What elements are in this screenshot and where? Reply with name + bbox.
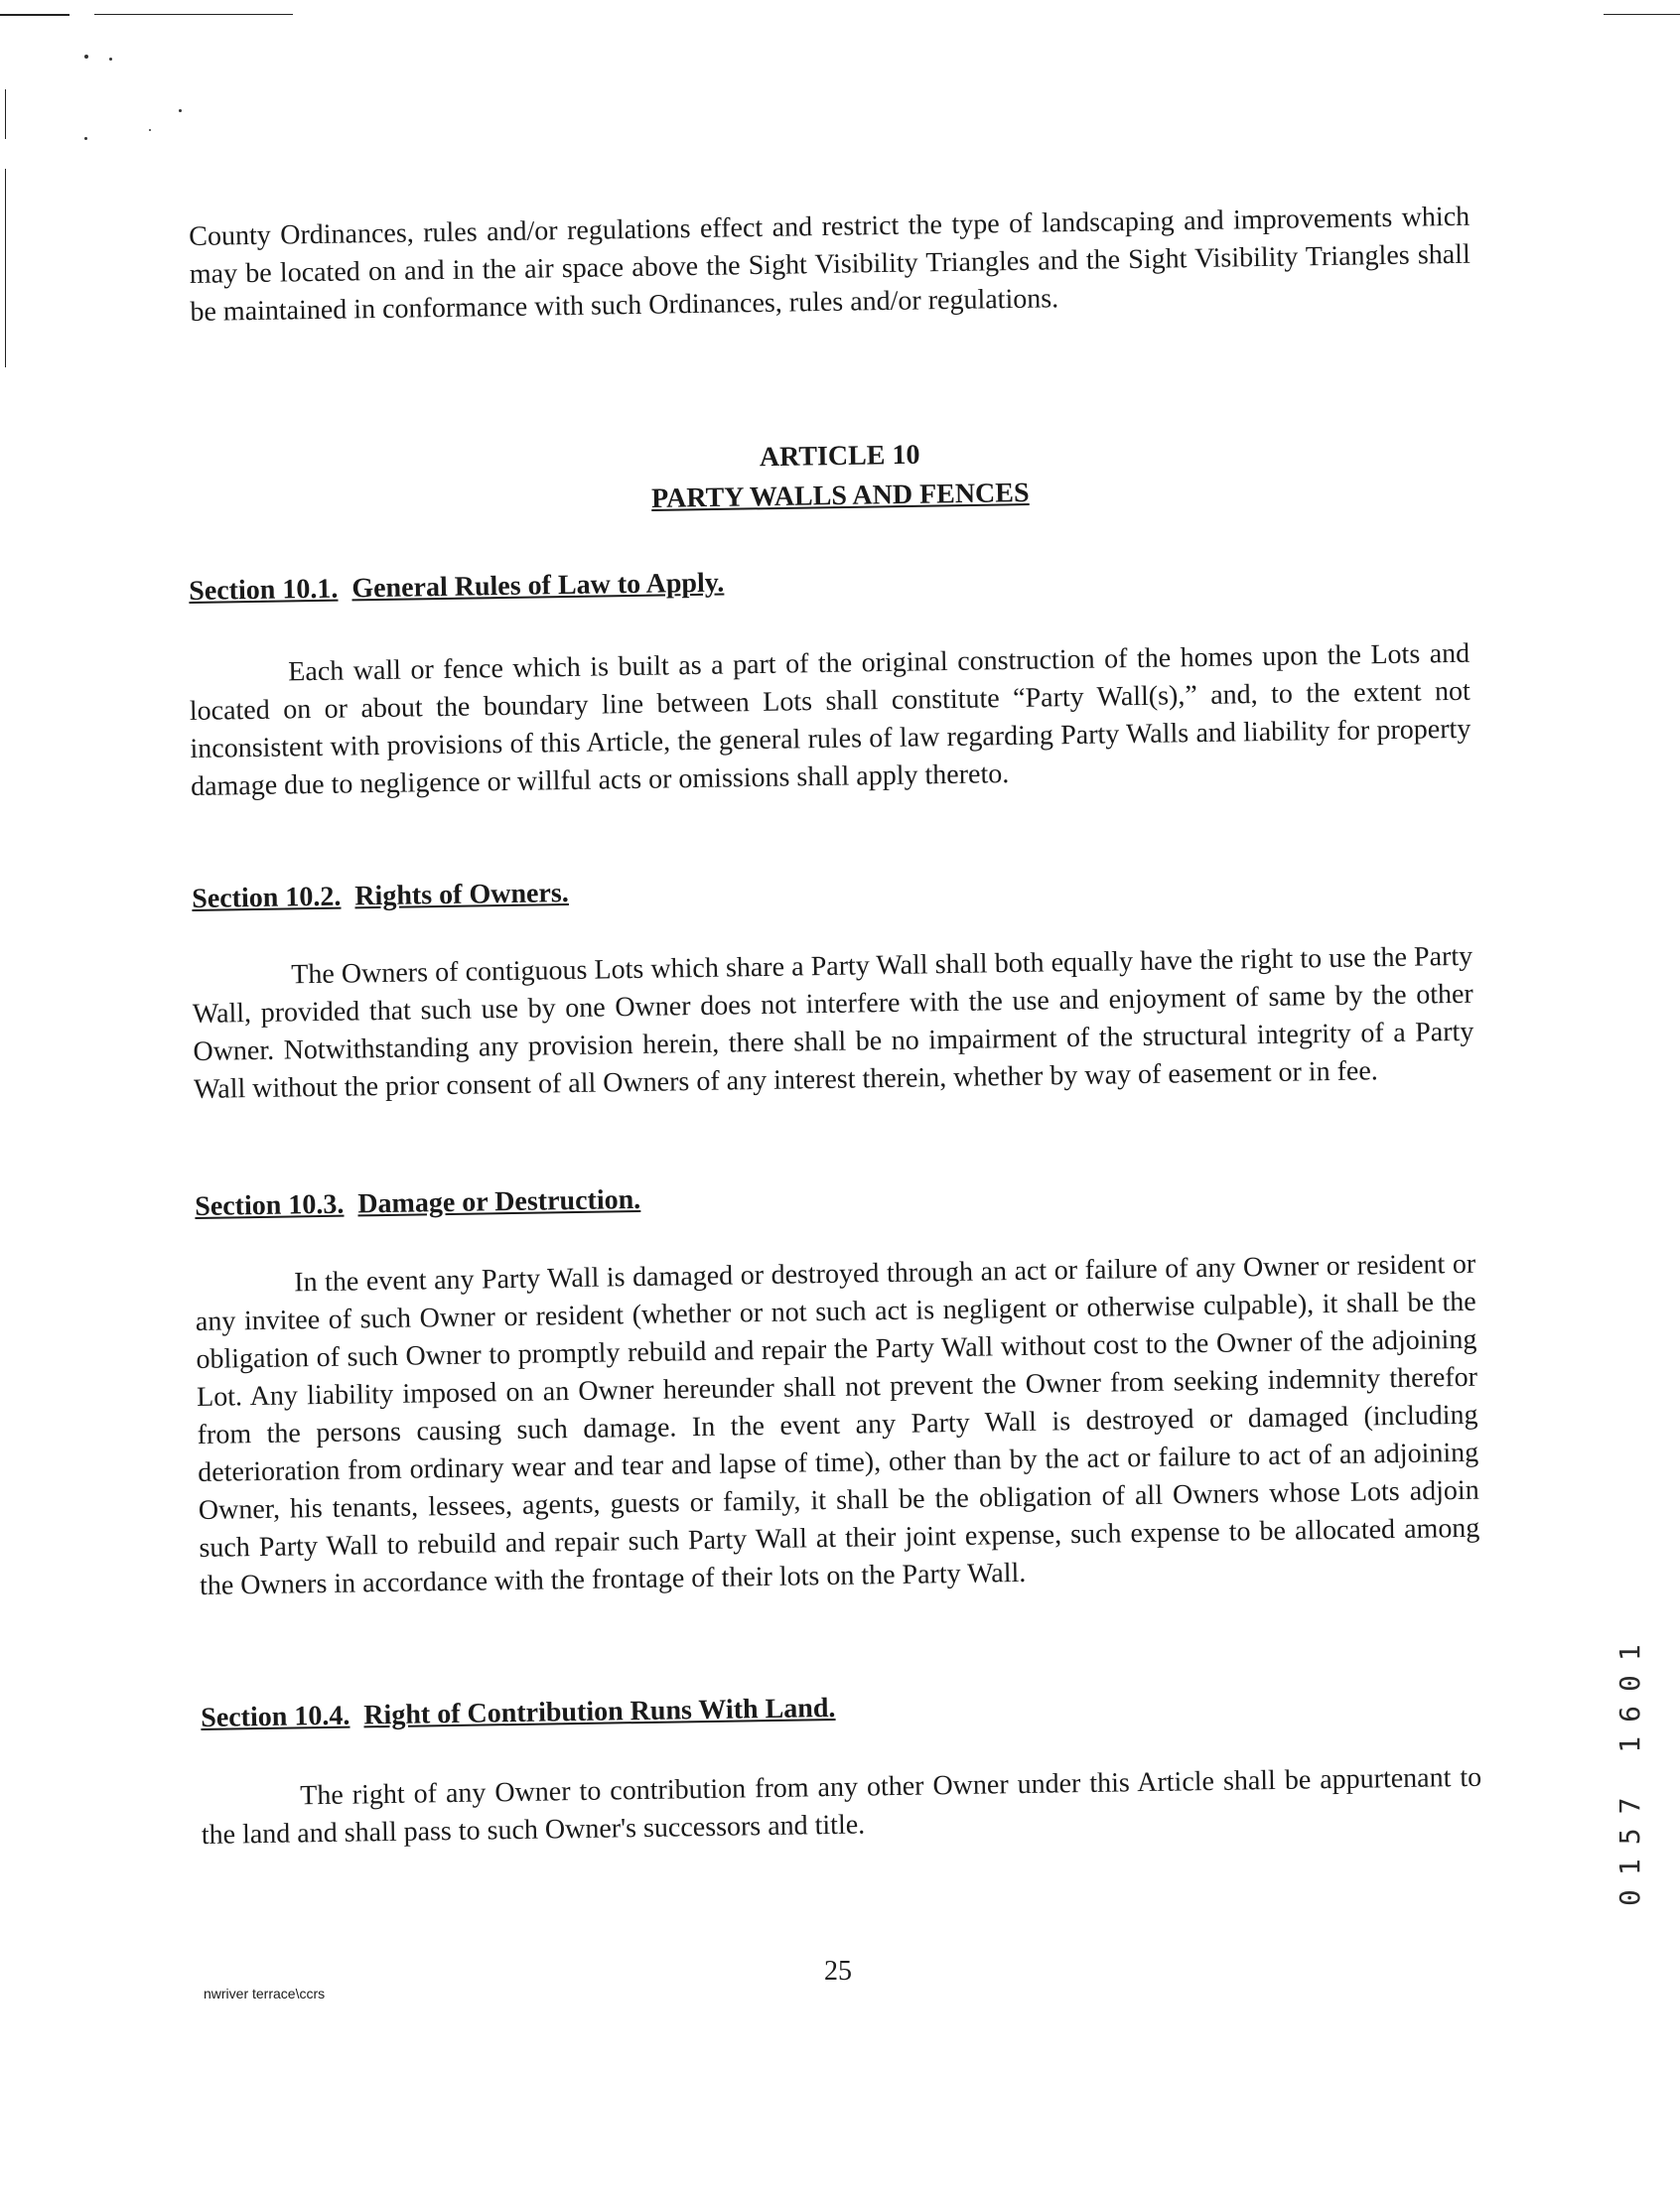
section-body: The right of any Owner to contribution from any other Owner under this Article shall be appurtenant to the land and shall pass to such Owner's successors and title. bbox=[201, 1761, 1482, 1851]
footer-file-path: nwriver terrace\ccrs bbox=[204, 1986, 326, 2001]
section-heading bbox=[201, 1693, 836, 1734]
scan-speck bbox=[149, 129, 151, 131]
section-number: Section 10.3. bbox=[195, 1188, 345, 1222]
article-heading bbox=[0, 424, 1680, 530]
section-title: Damage or Destruction. bbox=[357, 1183, 641, 1220]
section-number: Section 10.4. bbox=[201, 1700, 350, 1733]
scan-speck bbox=[84, 137, 87, 140]
section-body: In the event any Party Wall is damaged or destroyed through an act or failure of any Owner or resident or any invitee of such Owner or resident (whether or not such act is negligent or otherwise culpable), it shall be the obligation of such Owner to promptly rebuild and repair the Party Wall without cost to the Owner of the adjoining Lot. Any liability imposed on an Owner hereunder shall not prevent the Owner from seeking indemnity therefor from the persons causing such damage. In the event any Party Wall is destroyed or damaged (including deterioration from ordinary wear and tear and lapse of time), other than by the act or failure to act of an adjoining Owner, his tenants, lessees, agents, guests or family, it shall be the obligation of all Owners whose Lots adjoin such Party Wall to rebuild and repair such Party Wall at their joint expense, such expense to be allocated among the Owners in accordance with the frontage of their lots on the Party Wall. bbox=[195, 1248, 1480, 1601]
section-body: The Owners of contiguous Lots which share a Party Wall shall both equally have the right to use the Party Wall, provided that such use by one Owner does not interfere with the use and enjoyment of same by the other Owner. Notwithstanding any provision herein, there shall be no impairment of the structural integrity of a Party Wall without the prior consent of all Owners of any interest therein, whether by way of easement or in fee. bbox=[192, 940, 1474, 1105]
scan-artifact-left-line bbox=[5, 89, 6, 139]
section-heading bbox=[192, 878, 569, 915]
scan-speck bbox=[179, 109, 182, 112]
scan-artifact-top-line bbox=[94, 14, 293, 15]
scan-artifact-left-line bbox=[5, 169, 6, 367]
intro-paragraph: County Ordinances, rules and/or regulations effect and restrict the type of landscaping and improvements which may be located on and in the air space above the Sight Visibility Triangles and the Sight Visibility Triangles shall be maintained in conformance with such Ordinances, rules and/or regulations. bbox=[189, 201, 1470, 328]
section-title: Rights of Owners. bbox=[354, 878, 570, 912]
recording-stamp-text: 0157 1601 bbox=[1613, 1630, 1646, 1906]
section-number: Section 10.2. bbox=[192, 881, 342, 914]
section-body: Each wall or fence which is built as a part of the original construction of the homes upon the Lots and located on or about the boundary line between Lots shall constitute “Party Wall(s),” and, to the extent not inconsistent with provisions of this Article, the general rules of law regarding Party Walls and liability for property damage due to negligence or willful acts or omissions shall apply thereto. bbox=[189, 637, 1471, 802]
recording-stamp bbox=[1613, 1569, 1653, 1906]
section-heading bbox=[189, 568, 724, 608]
section-heading bbox=[195, 1184, 640, 1223]
scan-speck bbox=[84, 55, 88, 59]
scan-speck bbox=[109, 58, 112, 61]
scan-artifact-top-line bbox=[0, 14, 70, 16]
article-title-text: PARTY WALLS AND FENCES bbox=[650, 478, 1030, 514]
article-number: ARTICLE 10 bbox=[759, 439, 920, 474]
section-title: Right of Contribution Runs With Land. bbox=[363, 1692, 836, 1731]
scan-artifact-top-line bbox=[1604, 14, 1680, 15]
section-number: Section 10.1. bbox=[189, 573, 339, 607]
section-title: General Rules of Law to Apply. bbox=[351, 567, 725, 605]
page-number: 25 bbox=[824, 1956, 852, 1987]
